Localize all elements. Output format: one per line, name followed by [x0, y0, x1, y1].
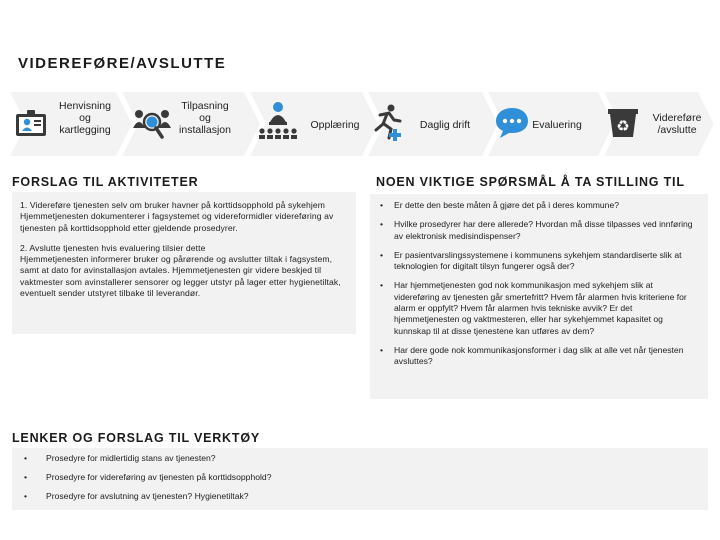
question-item: • Er pasientvarslingssystemene i kommunens sykehjem standardiserte slik at teknologien for digitalt tilsyn fungerer også der?	[380, 249, 682, 272]
bullet: •	[380, 344, 384, 355]
svg-text:♻: ♻	[616, 117, 630, 135]
referral-id-card-icon	[14, 106, 48, 145]
step-label-adaptation: Tilpasning og installasjon	[179, 100, 231, 136]
bullet: •	[380, 200, 384, 210]
activity-2: 2. Avslutte tjenesten hvis evaluering tilsier dette Hjemmetjenesten informerer bruker og pårørende og avslutter tiltak i fagsystem, samt at dato for avinstallasjon avtales. Hjemmetjenesten gir videre beskjed til vaktmester som avinstallerer sensorer og legger utstyr på lager etter hygienetiltak, eventuelt sender utstyret tilbake til leverandør.	[20, 242, 341, 299]
activity-1: 1. Videreføre tjenesten selv om bruker havner på korttidsopphold på sykehjem Hjemmetjenesten dokumenterer i fagsystemet og videreformidler videreføring av tjenesten på korttidsopphold etter gjeldende prosedyrer.	[20, 200, 334, 233]
gear-icon: ✱	[274, 103, 284, 115]
step-label-training: Opplæring	[310, 119, 360, 131]
people-search-icon	[132, 104, 172, 147]
question-item: • Har dere gode nok kommunikasjonsformer i dag slik at alle vet når tjenesten avsluttes?	[380, 344, 684, 367]
step-label-daily-operation: Daglig drift	[419, 119, 471, 131]
step-label-referral: Henvisning og kartlegging	[59, 100, 111, 136]
bullet: •	[24, 491, 28, 501]
page-title: VIDEREFØRE/AVSLUTTE	[18, 55, 227, 72]
recycle-bin-icon	[607, 106, 639, 143]
questions-panel	[370, 194, 708, 399]
bullet: •	[24, 453, 28, 463]
tool-item[interactable]: • Prosedyre for videreføring av tjenesten på korttidsopphold?	[24, 472, 272, 482]
runner-plus-icon	[368, 104, 404, 147]
bullet: •	[380, 249, 384, 260]
questions-title: NOEN VIKTIGE SPØRSMÅL Å TA STILLING TIL	[376, 175, 685, 189]
bullet: •	[380, 219, 384, 230]
tools-title: LENKER OG FORSLAG TIL VERKTØY	[12, 431, 260, 445]
tool-item[interactable]: • Prosedyre for avslutning av tjenesten? Hygienetiltak?	[24, 491, 249, 501]
question-item: • Er dette den beste måten å gjøre det på i deres kommune?	[380, 200, 619, 210]
tools-panel	[12, 448, 708, 510]
step-label-evaluation: Evaluering	[532, 119, 582, 131]
bullet: •	[380, 280, 384, 291]
step-label-continue-end: Videreføre /avslutte	[652, 112, 702, 136]
activities-title: FORSLAG TIL AKTIVITETER	[12, 175, 199, 189]
bullet: •	[24, 472, 28, 482]
tool-item[interactable]: • Prosedyre for midlertidig stans av tjenesten?	[24, 453, 216, 463]
process-flow	[10, 92, 714, 156]
activities-panel	[12, 192, 356, 334]
question-item: • Har hjemmetjenesten god nok kommunikasjon med sykehjem slik at videreføring av tjenesten går smertefritt? Hvem får alarmen hvis kriteriene for alarm er oppfylt? Hvem får alarmen hvis tekniske avvik? Er det hjemmetjenesten og vaktmesteren, eller har sykehjemmet kapasitet og kunnskap til at disse tjenestene kan utføres av dem?	[380, 280, 687, 336]
question-item: • Hvilke prosedyrer har dere allerede? Hvordan må disse tilpasses ved innføring av elektronisk medisindispenser?	[380, 219, 693, 241]
